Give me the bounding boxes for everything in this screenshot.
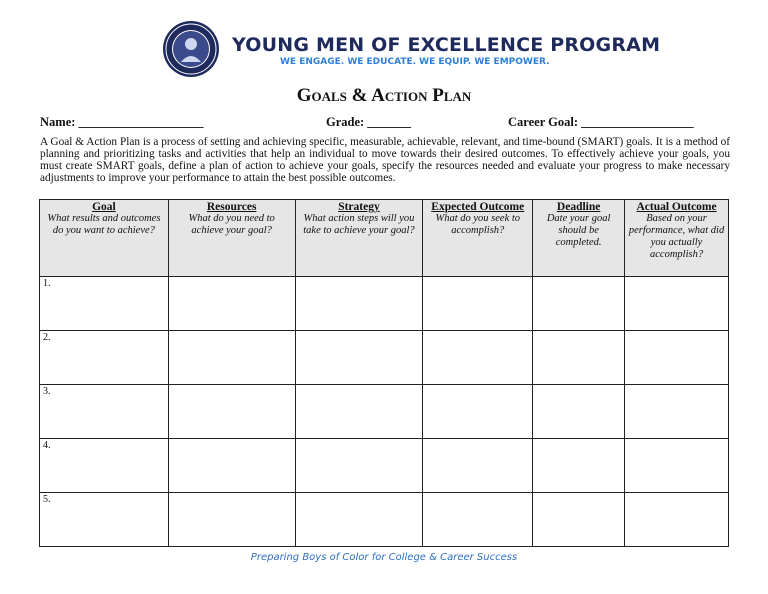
column-header-goal bbox=[40, 200, 169, 277]
student-info-fields bbox=[40, 115, 730, 133]
column-title: Strategy bbox=[338, 201, 380, 213]
resources-cell[interactable] bbox=[168, 277, 295, 331]
resources-cell[interactable] bbox=[168, 493, 295, 547]
column-description: What do you need to achieve your goal? bbox=[188, 213, 275, 236]
column-header-deadline bbox=[533, 200, 625, 277]
deadline-cell[interactable] bbox=[533, 439, 625, 493]
name-field[interactable]: Name: ____________________ bbox=[40, 115, 204, 129]
resources-cell[interactable] bbox=[168, 331, 295, 385]
column-header-expected-outcome bbox=[423, 200, 533, 277]
strategy-cell[interactable] bbox=[295, 331, 423, 385]
deadline-cell[interactable] bbox=[533, 277, 625, 331]
expected-outcome-cell[interactable] bbox=[423, 493, 533, 547]
goal-cell[interactable] bbox=[40, 385, 169, 439]
row-number: 5. bbox=[43, 494, 51, 505]
program-name: YOUNG MEN OF EXCELLENCE PROGRAM bbox=[232, 34, 661, 56]
goal-cell[interactable] bbox=[40, 277, 169, 331]
table-row bbox=[40, 493, 729, 547]
strategy-cell[interactable] bbox=[295, 439, 423, 493]
goals-action-plan-table bbox=[39, 199, 729, 547]
deadline-cell[interactable] bbox=[533, 493, 625, 547]
strategy-cell[interactable] bbox=[295, 385, 423, 439]
table-row bbox=[40, 439, 729, 493]
strategy-cell[interactable] bbox=[295, 277, 423, 331]
table-row bbox=[40, 385, 729, 439]
column-title: Expected Outcome bbox=[431, 201, 525, 213]
column-description: What action steps will you take to achieve your goal? bbox=[303, 213, 415, 236]
footer-slogan: Preparing Boys of Color for College & Career Success bbox=[250, 552, 518, 563]
program-seal-logo bbox=[162, 20, 220, 78]
expected-outcome-cell[interactable] bbox=[423, 331, 533, 385]
column-description: What do you seek to accomplish? bbox=[435, 213, 521, 236]
actual-outcome-cell[interactable] bbox=[625, 439, 729, 493]
expected-outcome-cell[interactable] bbox=[423, 439, 533, 493]
row-number: 2. bbox=[43, 332, 51, 343]
column-header-actual-outcome bbox=[625, 200, 729, 277]
resources-cell[interactable] bbox=[168, 385, 295, 439]
goal-cell[interactable] bbox=[40, 439, 169, 493]
column-title: Actual Outcome bbox=[636, 201, 717, 213]
table-header-row bbox=[40, 200, 729, 277]
program-header bbox=[162, 20, 661, 82]
expected-outcome-cell[interactable] bbox=[423, 277, 533, 331]
actual-outcome-cell[interactable] bbox=[625, 385, 729, 439]
goal-cell[interactable] bbox=[40, 493, 169, 547]
actual-outcome-cell[interactable] bbox=[625, 331, 729, 385]
actual-outcome-cell[interactable] bbox=[625, 493, 729, 547]
row-number: 3. bbox=[43, 386, 51, 397]
grade-field[interactable]: Grade: _______ bbox=[326, 115, 412, 129]
column-title: Goal bbox=[92, 201, 116, 213]
row-number: 1. bbox=[43, 278, 51, 289]
column-header-strategy bbox=[295, 200, 423, 277]
career-goal-field[interactable]: Career Goal: __________________ bbox=[508, 115, 694, 129]
deadline-cell[interactable] bbox=[533, 385, 625, 439]
row-number: 4. bbox=[43, 440, 51, 451]
intro-paragraph: A Goal & Action Plan is a process of setting and achieving specific, measurable, achievable, relevant, and time-bound (SMART) goals. It is a method of planning and prioritizing tasks and activities that help an individual to move towards their desired outcomes. To effectively achieve your goals, you must create SMART goals, define a plan of action to achieve your goals, specify the resources needed and evaluate your progress to make necessary adjustments to improve your performance to attain the best possible outcomes. bbox=[40, 136, 730, 184]
table-row bbox=[40, 331, 729, 385]
program-tagline: WE ENGAGE. WE EDUCATE. WE EQUIP. WE EMPOWER. bbox=[280, 57, 550, 67]
column-description: Date your goal should be completed. bbox=[546, 213, 611, 248]
goal-cell[interactable] bbox=[40, 331, 169, 385]
column-title: Resources bbox=[206, 201, 257, 213]
column-title: Deadline bbox=[556, 201, 601, 213]
column-description: What results and outcomes do you want to achieve? bbox=[47, 213, 161, 236]
actual-outcome-cell[interactable] bbox=[625, 277, 729, 331]
strategy-cell[interactable] bbox=[295, 493, 423, 547]
deadline-cell[interactable] bbox=[533, 331, 625, 385]
expected-outcome-cell[interactable] bbox=[423, 385, 533, 439]
column-header-resources bbox=[168, 200, 295, 277]
resources-cell[interactable] bbox=[168, 439, 295, 493]
table-row bbox=[40, 277, 729, 331]
document-title: Goals & Action Plan bbox=[296, 85, 472, 106]
column-description: Based on your performance, what did you actually accomplish? bbox=[628, 213, 725, 260]
